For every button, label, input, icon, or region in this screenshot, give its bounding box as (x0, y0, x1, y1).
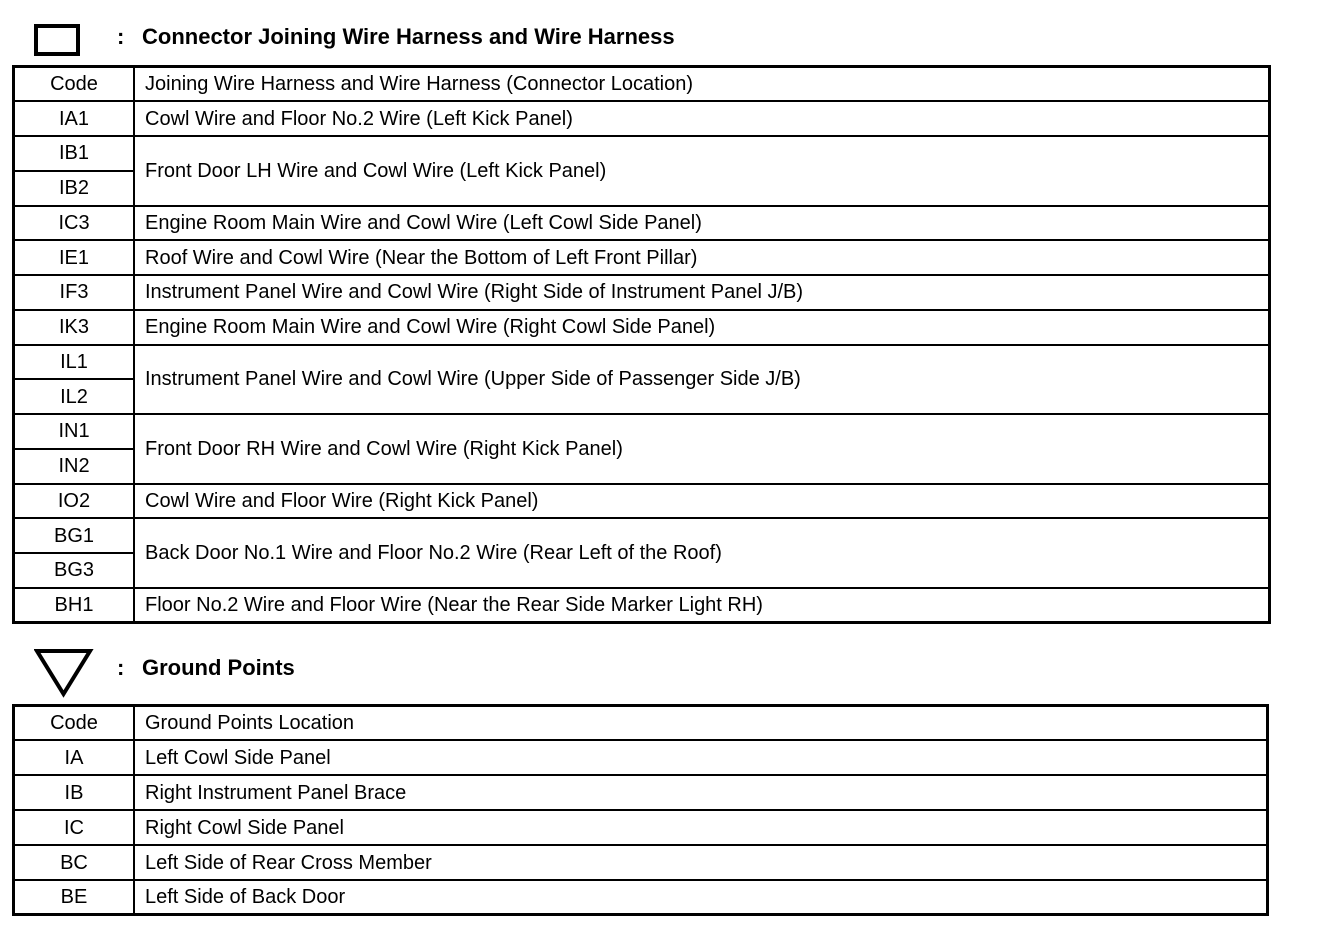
ground-legend-header (0, 644, 1328, 688)
table-row (14, 345, 1270, 380)
table-row (14, 518, 1270, 553)
connector-code-cell: IB1 (14, 136, 135, 171)
ground-code-cell: BE (14, 880, 135, 915)
table-row (14, 845, 1268, 880)
table-row (14, 206, 1270, 241)
connector-code-cell: BG1 (14, 518, 135, 553)
table-row (14, 414, 1270, 449)
table-row (14, 136, 1270, 171)
connector-location-cell: Cowl Wire and Floor No.2 Wire (Left Kick Panel) (134, 101, 1270, 136)
connector-code-cell: IB2 (14, 171, 135, 206)
connector-table-header-row (14, 67, 1270, 102)
connector-location-cell: Back Door No.1 Wire and Floor No.2 Wire (Rear Left of the Roof) (134, 518, 1270, 588)
downward-triangle-outline-icon (34, 646, 94, 698)
ground-code-cell: IA (14, 740, 135, 775)
connector-code-cell: IF3 (14, 275, 135, 310)
ground-table-header-row (14, 706, 1268, 741)
ground-code-cell: BC (14, 845, 135, 880)
connector-code-cell: IA1 (14, 101, 135, 136)
ground-points-table (12, 704, 1269, 916)
connector-code-cell: IC3 (14, 206, 135, 241)
ground-location-cell: Left Side of Back Door (134, 880, 1268, 915)
code-column-header: Code (14, 706, 135, 741)
ground-code-cell: IC (14, 810, 135, 845)
connector-location-cell: Instrument Panel Wire and Cowl Wire (Right Side of Instrument Panel J/B) (134, 275, 1270, 310)
table-row (14, 240, 1270, 275)
connector-table (12, 65, 1271, 624)
ground-legend-colon: : (117, 655, 125, 680)
ground-location-cell: Left Cowl Side Panel (134, 740, 1268, 775)
table-row (14, 775, 1268, 810)
table-row (14, 880, 1268, 915)
table-row (14, 484, 1270, 519)
code-column-header: Code (14, 67, 135, 102)
description-column-header: Joining Wire Harness and Wire Harness (Connector Location) (134, 67, 1270, 102)
connector-location-cell: Front Door LH Wire and Cowl Wire (Left Kick Panel) (134, 136, 1270, 206)
ground-legend-title: Ground Points (142, 655, 295, 680)
connector-location-cell: Engine Room Main Wire and Cowl Wire (Right Cowl Side Panel) (134, 310, 1270, 345)
table-row (14, 810, 1268, 845)
connector-code-cell: IO2 (14, 484, 135, 519)
ground-location-cell: Right Cowl Side Panel (134, 810, 1268, 845)
connector-code-cell: IK3 (14, 310, 135, 345)
connector-code-cell: BG3 (14, 553, 135, 588)
table-row (14, 310, 1270, 345)
ground-location-cell: Right Instrument Panel Brace (134, 775, 1268, 810)
connector-legend-colon: : (117, 24, 125, 49)
table-row (14, 275, 1270, 310)
table-row (14, 101, 1270, 136)
connector-legend-title: Connector Joining Wire Harness and Wire Harness (142, 24, 675, 49)
ground-location-cell: Left Side of Rear Cross Member (134, 845, 1268, 880)
connector-code-cell: IE1 (14, 240, 135, 275)
connector-code-cell: BH1 (14, 588, 135, 623)
connector-code-cell: IL2 (14, 379, 135, 414)
connector-location-cell: Engine Room Main Wire and Cowl Wire (Left Cowl Side Panel) (134, 206, 1270, 241)
connector-code-cell: IN1 (14, 414, 135, 449)
connector-code-cell: IL1 (14, 345, 135, 380)
table-row (14, 740, 1268, 775)
connector-legend-header (0, 16, 1328, 60)
table-row (14, 588, 1270, 623)
connector-location-cell: Front Door RH Wire and Cowl Wire (Right Kick Panel) (134, 414, 1270, 484)
ground-code-cell: IB (14, 775, 135, 810)
connector-location-cell: Cowl Wire and Floor Wire (Right Kick Panel) (134, 484, 1270, 519)
connector-code-cell: IN2 (14, 449, 135, 484)
connector-location-cell: Roof Wire and Cowl Wire (Near the Bottom of Left Front Pillar) (134, 240, 1270, 275)
connector-location-cell: Floor No.2 Wire and Floor Wire (Near the Rear Side Marker Light RH) (134, 588, 1270, 623)
connector-location-cell: Instrument Panel Wire and Cowl Wire (Upper Side of Passenger Side J/B) (134, 345, 1270, 415)
description-column-header: Ground Points Location (134, 706, 1268, 741)
rectangle-outline-icon (34, 24, 80, 56)
